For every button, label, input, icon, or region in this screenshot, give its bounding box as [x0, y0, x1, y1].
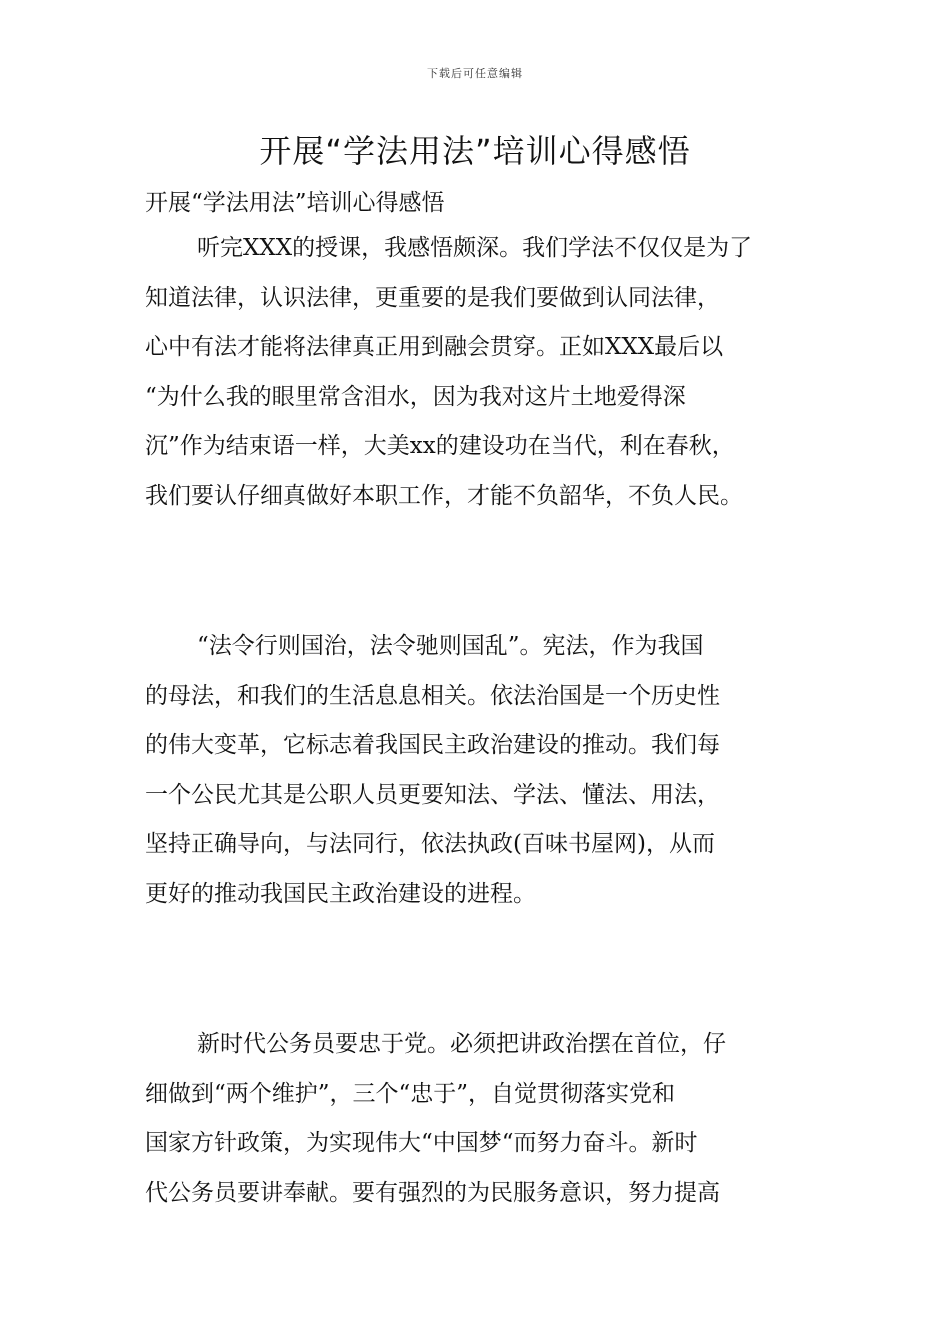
paragraph-line: 沉”作为结束语一样，大美xx的建设功在当代，利在春秋， [145, 433, 735, 459]
paragraph-line: 知道法律，认识法律，更重要的是我们要做到认同法律， [145, 284, 720, 311]
paragraph-line: 的母法，和我们的生活息息相关。依法治国是一个历史性 [145, 682, 720, 709]
document-title: 开展“学法用法”培训心得感悟 [259, 132, 691, 170]
paragraph-line: “法令行则国治，法令驰则国乱”。宪法，作为我国 [197, 633, 704, 659]
paragraph-line: 新时代公务员要忠于党。必须把讲政治摆在首位，仔 [197, 1031, 726, 1057]
paragraph-line: 国家方针政策，为实现伟大“中国梦“而努力奋斗。新时 [145, 1130, 698, 1156]
document-subtitle: 开展“学法用法”培训心得感悟 [145, 190, 445, 216]
paragraph-line: 代公务员要讲奉献。要有强烈的为民服务意识，努力提高 [145, 1179, 720, 1206]
paragraph-line: 更好的推动我国民主政治建设的进程。 [145, 880, 536, 907]
paragraph-line: 的伟大变革，它标志着我国民主政治建设的推动。我们每 [145, 732, 720, 758]
paragraph-line: 心中有法才能将法律真正用到融会贯穿。正如XXX最后以 [145, 334, 724, 360]
paragraph-line: 坚持正确导向，与法同行，依法执政(百味书屋网)，从而 [145, 831, 715, 857]
paragraph-line: 一个公民尤其是公职人员更要知法、学法、懂法、用法， [145, 781, 720, 808]
paragraph-1 [145, 230, 825, 527]
paragraph-line: 听完XXX的授课，我感悟颇深。我们学法不仅仅是为了 [197, 235, 753, 261]
paragraph-2 [145, 628, 825, 925]
header-note: 下载后可任意编辑 [427, 67, 523, 80]
paragraph-3 [145, 1026, 825, 1224]
paragraph-line: 我们要认仔细真做好本职工作，才能不负韶华，不负人民。 [145, 482, 743, 509]
paragraph-line: 细做到“两个维护”，三个“忠于”，自觉贯彻落实党和 [145, 1080, 676, 1107]
paragraph-line: “为什么我的眼里常含泪水，因为我对这片土地爱得深 [145, 383, 686, 410]
